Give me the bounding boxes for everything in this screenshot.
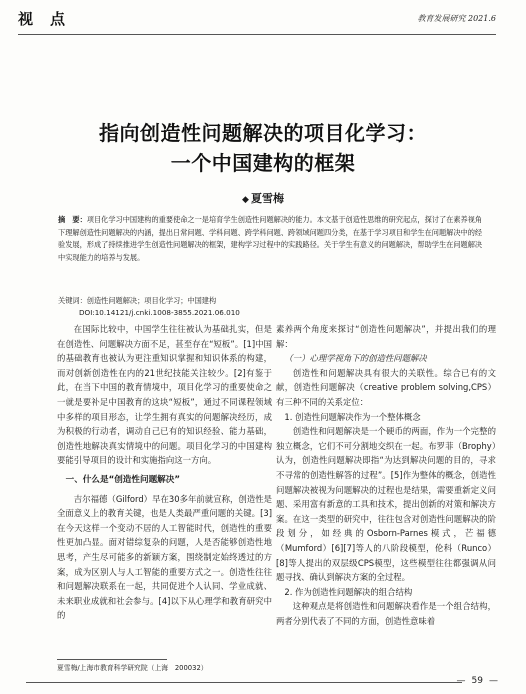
keywords <box>58 295 488 306</box>
footnote-divider <box>57 659 167 660</box>
body-paragraph: 这种观点是将创造性和问题解决看作是一个组合结构，两者分别代表了不同的方面，创造性意味着 <box>276 601 496 626</box>
body-paragraph: 在国际比较中，中国学生往往被认为基础扎实，但是在创造性、问题解决方面不足，甚至存在“短板”。[1]中国的基础教育也被认为更注重知识掌握和知识体系的构建，而对创新创造性在内的21世纪技能关注较少。[2]有鉴于此，在当下中国的教育情境中，项目化学习的重要使命之一就是要补足中国教育的这块“短板”，通过不同课程领域中多样的项目形态，让学生拥有真实的问题解决经历，成为积极的行动者，调动自己已有的知识经验、能力基础，创造性地解决真实情境中的问题。项目化学习的中国建构要能引导项目的设计和实施指向这一方向。 <box>57 324 272 466</box>
page-dash: — <box>456 676 466 686</box>
subsection-heading: 1. 创造性问题解决作为一个整体概念 <box>284 411 421 422</box>
footer-divider <box>26 682 462 683</box>
body-paragraph: 创造性和问题解决具有很大的关联性。综合已有的文献，创造性问题解决（creative problem solving,CPS）有三种不同的关系定位： <box>276 367 496 407</box>
page-number-value: 59 <box>471 676 483 686</box>
body-paragraph: 素养两个角度来探讨“创造性问题解决”，并提出我们的理解： <box>276 324 496 349</box>
abstract <box>58 214 488 265</box>
subsection-heading: 2. 作为创造性问题解决的组合结构 <box>284 586 413 597</box>
author-affiliation-footnote: 夏雪梅/上海市教育科学研究院（上海 200032） <box>57 664 208 672</box>
author-line <box>0 190 526 206</box>
journal-label: 教育发展研究 2021.6 <box>417 14 496 23</box>
section-label: 视点 <box>18 10 83 28</box>
article-title-line-2: 一个中国建构的框架 <box>170 151 356 175</box>
diamond-icon: ◆ <box>242 195 249 205</box>
subsection-heading: （一）心理学视角下的创造性问题解决 <box>284 353 427 364</box>
keywords-text: 创造性问题解决；项目化学习；中国建构 <box>86 296 217 305</box>
body-paragraph: 吉尔福德（Gilford）早在30多年前就宣称，创造性是全面意义上的教育关键，也是人类最严重问题的关键。[3]在今天这样一个变动不居的人工智能时代，创造性的重要性更加凸显。面对错综复杂的问题，人是否能够创造性地思考，产生尽可能多的新颖方案，围绕制定始终透过的方案，成为区别人与人工智能的重要方式之一。创造性往往和问题解决联系在一起，共同促进个人认同、学业成就、未来职业成就和社会参与。[4]以下从心理学和教育研究中的 <box>57 493 272 621</box>
body-column-left <box>57 322 272 623</box>
body-column-right <box>276 322 496 628</box>
author-name: 夏雪梅 <box>250 192 284 205</box>
keywords-label: 关键词： <box>58 296 87 305</box>
header-divider <box>18 34 496 35</box>
page-dash-suffix: — <box>489 676 498 686</box>
abstract-text: 项目化学习中国建构的重要使命之一是培育学生创造性问题解决的能力。本文基于创造性思维的研究起点，探讨了在素养视角下理解创造性问题解决的内涵，提出日常问题、学科问题、跨学科问题、跨领域问题四分类，在基于学习项目和学生在问题解决中的经验发展，形成了持续推进学生创造性问题解决的框架，建构学习过程中的实践路径。关于学生有意义的问题解决，帮助学生在问题解决中实现能力的培养与发展。 <box>58 215 483 263</box>
doi: DOI:10.14121/j.cnki.1008-3855.2021.06.010 <box>79 308 240 317</box>
page-header <box>0 0 526 40</box>
body-paragraph: 创造性和问题解决是一个硬币的两面，作为一个完整的独立概念，它们不可分割地交织在一起。布罗菲（Brophy）认为，创造性问题解决即指“为达到解决问题的目的，寻求不寻常的创造性解答的过程”。[5]作为整体的概念，创造性问题解决被视为问题解决的过程也是结果，需要重新定义问题、采用富有新意的工具和技术，提出创新的对策和解决方案。在这一类型的研究中，往往包含对创造性问题解决的阶段划分，如经典的Osborn-Parnes模式，芒福德（Mumford）[6][7]等人的八阶段模型，伦科（Runco）[8]等人提出的双层级CPS模型，这些模型往往都强调从问题寻找、确认到解决方案的全过程。 <box>276 426 496 583</box>
abstract-label: 摘 要： <box>58 215 87 224</box>
article-title-line-1: 指向创造性问题解决的项目化学习： <box>99 121 427 145</box>
page-number <box>457 676 498 686</box>
section-heading: 一、什么是“创造性问题解决” <box>65 474 181 485</box>
